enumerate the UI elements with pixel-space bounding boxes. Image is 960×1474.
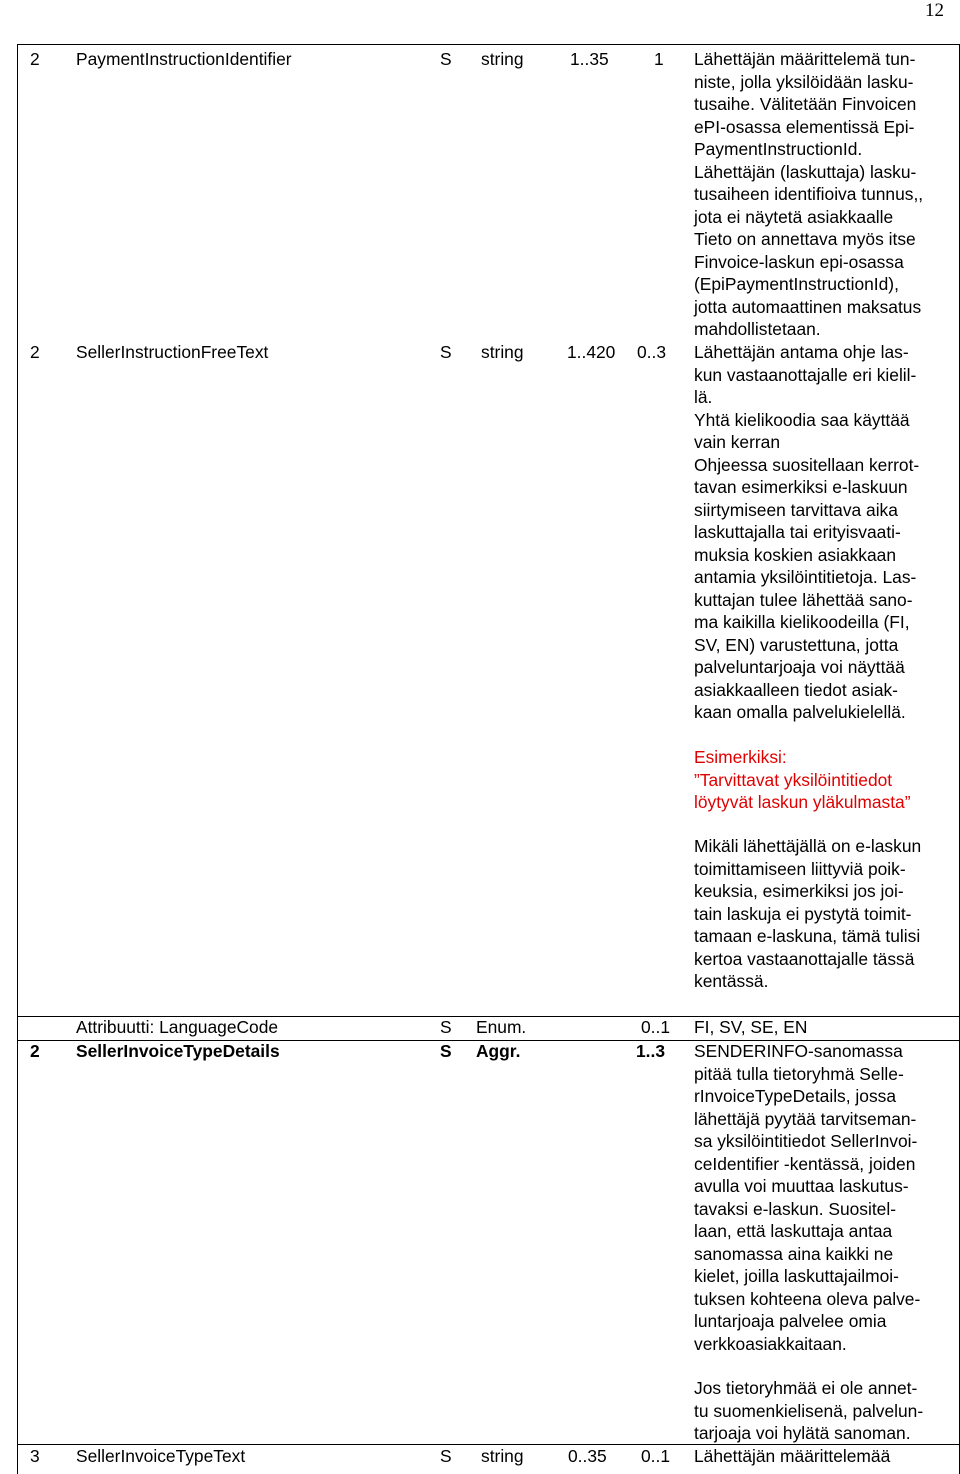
occurrence-cell: 0..3 [637,342,667,362]
element-name-cell: PaymentInstructionIdentifier [76,49,292,69]
length-cell: 1..35 [570,49,609,69]
element-name-cell: SellerInvoiceTypeText [76,1446,246,1466]
level-cell: 3 [30,1446,40,1466]
description-cell: Lähettäjän antama ohje las- kun vastaanottajalle eri kielil- lä. Yhtä kielikoodia saa käyttää vain kerran Ohjeessa suositellaan kerrot- tavan esimerkiksi e-laskuun siirtymiseen tarvittava aika laskuttajalla tai erityisvaati- muksia koskien asiakkaan antamia yksilöintitietoja. Las- kuttajan tulee lähettää sano- ma kaikilla kielikoodeilla (FI, SV, EN) varustettuna, jotta palveluntarjoaja voi näyttää asiakkaalleen tiedot asiak- kaan omalla palvelukielellä. [694,342,920,722]
type-cell: Enum. [476,1017,527,1037]
sub-cell: S [440,1446,452,1466]
example-text: Esimerkiksi: ”Tarvittavat yksilöintitiedot löytyvät laskun yläkulmasta” [694,747,911,812]
level-cell: 2 [30,342,40,362]
type-cell: Aggr. [476,1041,521,1061]
element-name-cell: SellerInstructionFreeText [76,342,269,362]
type-cell: string [481,49,524,69]
sub-cell: S [440,49,452,69]
description-note: Jos tietoryhmää ei ole annet- tu suomenkielisenä, palvelun- tarjoaja voi hylätä sanoman. [694,1378,924,1443]
page-number: 12 [925,0,944,21]
element-name-cell: SellerInvoiceTypeDetails [76,1041,280,1061]
type-cell: string [481,342,524,362]
sub-cell: S [440,1017,452,1037]
occurrence-cell: 0..1 [641,1017,671,1037]
type-cell: string [481,1446,524,1466]
element-name-cell: Attribuutti: LanguageCode [76,1017,279,1037]
length-cell: 1..420 [567,342,616,362]
description-cell: Lähettäjän määrittelemä tun- niste, jolla yksilöidään lasku- tusaihe. Välitetään Finvoicen ePI-osassa elementissä Epi- PaymentInstructionId. Lähettäjän (laskuttaja) lasku- tusaiheen identifioiva tunnus,, jota ei näytetä asiakkaalle Tieto on annettava myös itse Finvoice-laskun epi-osassa (EpiPaymentInstructionId), jotta automaattinen maksatus mahdollistetaan. [694,49,924,339]
description-cell: SENDERINFO-sanomassa pitää tulla tietoryhmä Selle- rInvoiceTypeDetails, jossa lähettäjä pyytää tarvitseman- sa yksilöintitiedot SellerInvoi- ceIdentifier -kentässä, joiden avulla voi muuttaa laskutus- tavaksi e-laskun. Suositel- laan, että laskuttaja antaa sanomassa aina kaikki ne kielet, joilla laskuttajailmoi- tuksen kohteena oleva palve- luntarjoaja palvelee omia verkkoasiakkaitaan. [694,1041,921,1354]
occurrence-cell: 1 [654,49,664,69]
level-cell: 2 [30,49,40,69]
table-top-border [17,44,960,45]
sub-cell: S [440,1041,452,1061]
sub-cell: S [440,342,452,362]
description-cell: Lähettäjän määrittelemää [694,1446,891,1466]
table-left-border [17,44,18,1474]
description-note: Mikäli lähettäjällä on e-laskun toimittamiseen liittyviä poik- keuksia, esimerkiksi jos joi- tain laskuja ei pystytä toimit- tamaan e-laskuna, tämä tulisi kertoa vastaanottajalle tässä kentässä. [694,836,922,991]
description-cell: FI, SV, SE, EN [694,1017,808,1037]
occurrence-cell: 1..3 [636,1041,666,1061]
length-cell: 0..35 [568,1446,607,1466]
occurrence-cell: 0..1 [641,1446,671,1466]
level-cell: 2 [30,1041,40,1061]
